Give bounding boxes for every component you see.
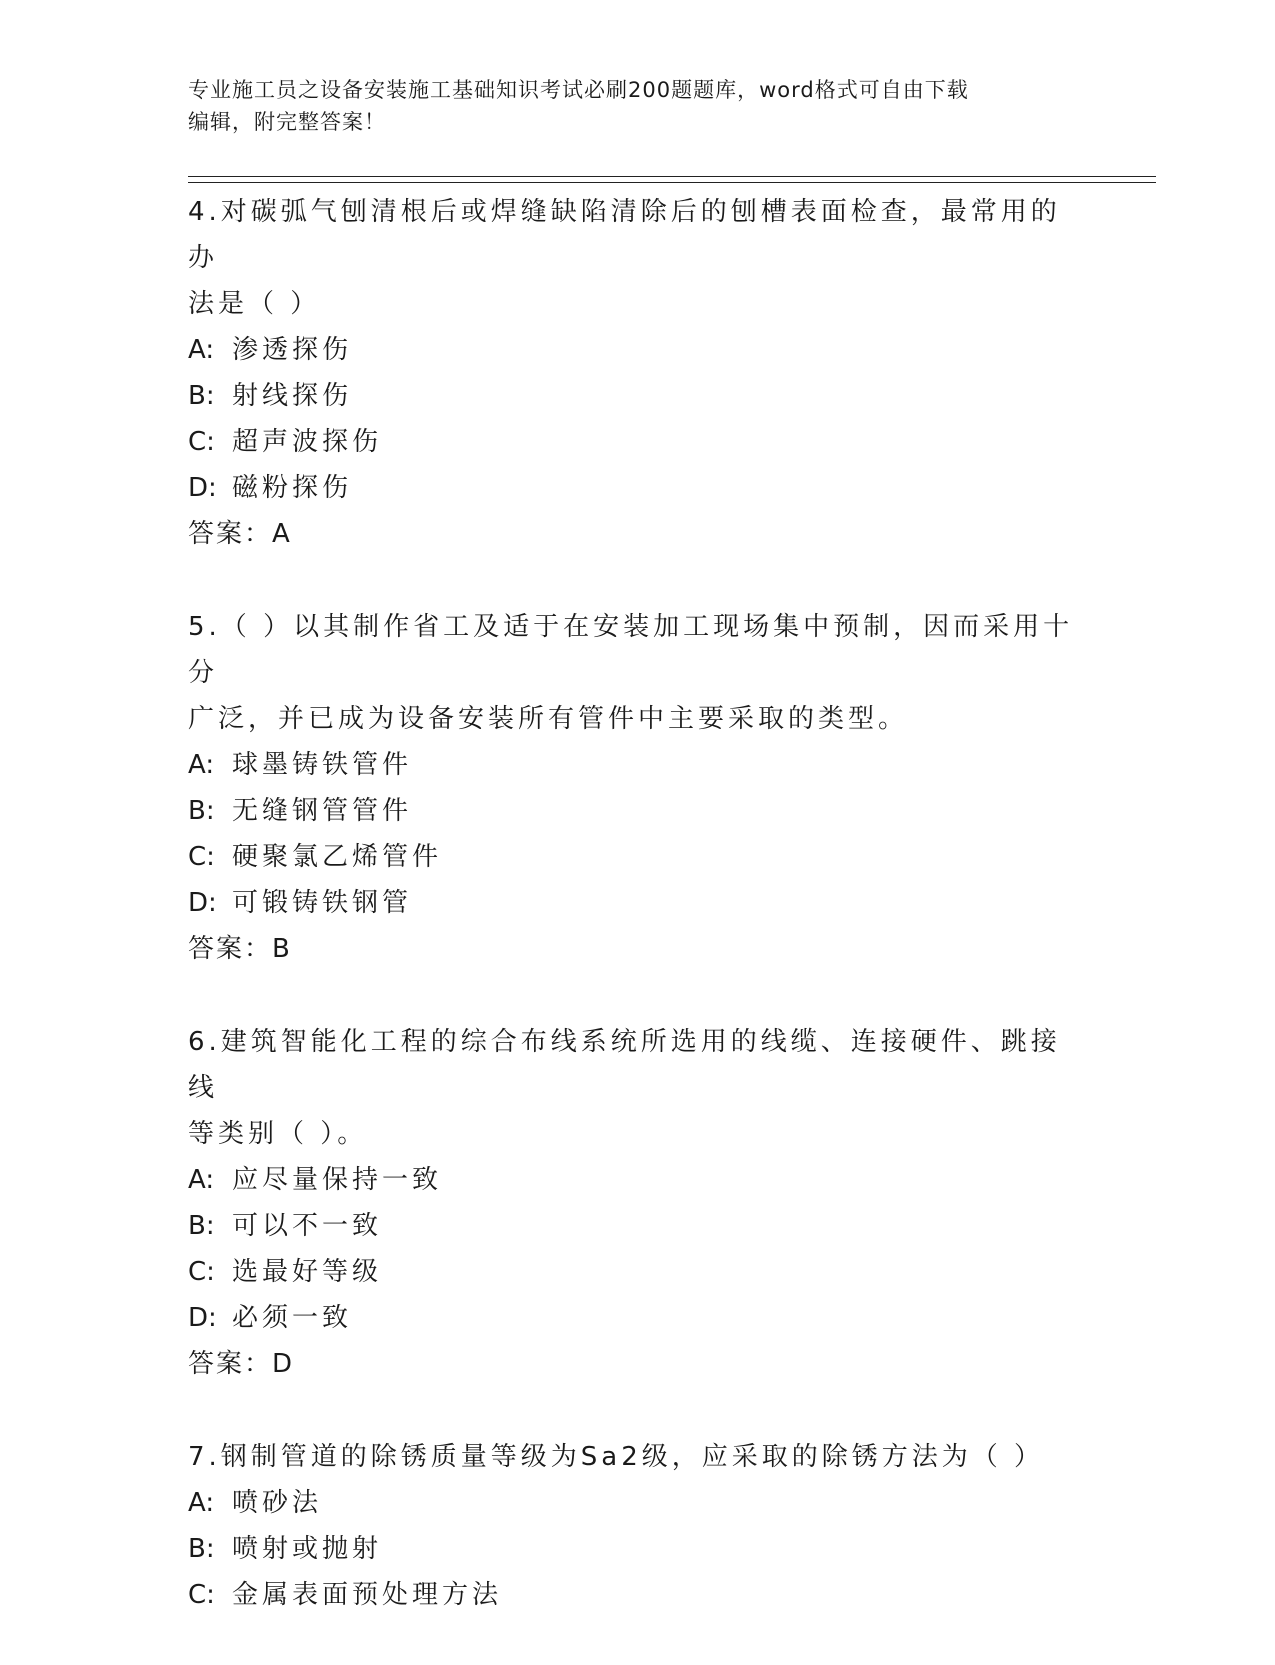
question-list xyxy=(188,189,1088,1665)
option-text: 喷射或抛射 xyxy=(232,1534,383,1564)
option-text: 磁粉探伤 xyxy=(232,473,353,503)
question-block xyxy=(188,604,1088,972)
answer-key: 答案：D xyxy=(188,1349,295,1379)
option-text: 射线探伤 xyxy=(232,381,353,411)
answer-option xyxy=(188,1157,1088,1203)
option-letter: C: xyxy=(188,1580,215,1610)
option-letter: D: xyxy=(188,473,217,503)
question-text: 广泛，并已成为设备安装所有管件中主要采取的类型。 xyxy=(188,704,909,734)
question-block xyxy=(188,189,1088,557)
question-text: 5.（ ）以其制作省工及适于在安装加工现场集中预制，因而采用十分 xyxy=(188,612,1074,688)
header-title-line-2: 编辑，附完整答案！ xyxy=(188,110,386,134)
answer-option xyxy=(188,373,1088,419)
option-text: 喷砂法 xyxy=(232,1488,323,1518)
option-letter: C: xyxy=(188,427,215,457)
question-text: 7.钢制管道的除锈质量等级为Sa2级，应采取的除锈方法为（ ） xyxy=(188,1442,1045,1472)
answer-key: 答案：B xyxy=(188,934,292,964)
answer-option xyxy=(188,1526,1088,1572)
option-letter: C: xyxy=(188,1257,215,1287)
question-block xyxy=(188,1019,1088,1387)
question-text: 6.建筑智能化工程的综合布线系统所选用的线缆、连接硬件、跳接线 xyxy=(188,1027,1061,1103)
answer-option xyxy=(188,788,1088,834)
answer-option xyxy=(188,327,1088,373)
answer-option xyxy=(188,1203,1088,1249)
option-letter: D: xyxy=(188,1303,217,1333)
option-text: 应尽量保持一致 xyxy=(232,1165,443,1195)
option-text: 渗透探伤 xyxy=(232,335,353,365)
header-divider-top xyxy=(188,176,1156,177)
option-text: 选最好等级 xyxy=(232,1257,383,1287)
answer-option xyxy=(188,1572,1088,1618)
header-title-line-1: 专业施工员之设备安装施工基础知识考试必刷200题题库，word格式可自由下载 xyxy=(188,78,969,102)
option-text: 硬聚氯乙烯管件 xyxy=(232,842,443,872)
question-text: 等类别（ ）。 xyxy=(188,1119,368,1149)
option-letter: B: xyxy=(188,796,215,826)
option-letter: A: xyxy=(188,335,215,365)
document-header xyxy=(188,74,1088,138)
question-text: 4.对碳弧气刨清根后或焊缝缺陷清除后的刨槽表面检查，最常用的办 xyxy=(188,197,1061,273)
answer-option xyxy=(188,834,1088,880)
option-text: 可锻铸铁钢管 xyxy=(232,888,413,918)
option-letter: C: xyxy=(188,842,215,872)
option-letter: B: xyxy=(188,1534,215,1564)
option-letter: A: xyxy=(188,1488,215,1518)
option-text: 可以不一致 xyxy=(232,1211,383,1241)
option-letter: A: xyxy=(188,750,215,780)
option-letter: B: xyxy=(188,381,215,411)
answer-option xyxy=(188,880,1088,926)
answer-option xyxy=(188,465,1088,511)
option-text: 球墨铸铁管件 xyxy=(232,750,413,780)
option-text: 无缝钢管管件 xyxy=(232,796,413,826)
option-letter: B: xyxy=(188,1211,215,1241)
answer-option xyxy=(188,1295,1088,1341)
header-divider-bottom xyxy=(188,182,1156,183)
answer-option xyxy=(188,1480,1088,1526)
answer-option xyxy=(188,1249,1088,1295)
option-text: 必须一致 xyxy=(232,1303,353,1333)
answer-key: 答案：A xyxy=(188,519,292,549)
answer-option xyxy=(188,742,1088,788)
option-letter: A: xyxy=(188,1165,215,1195)
answer-option xyxy=(188,419,1088,465)
question-text: 法是（ ） xyxy=(188,289,321,319)
option-text: 金属表面预处理方法 xyxy=(232,1580,503,1610)
option-text: 超声波探伤 xyxy=(232,427,383,457)
option-letter: D: xyxy=(188,888,217,918)
question-block xyxy=(188,1434,1088,1618)
